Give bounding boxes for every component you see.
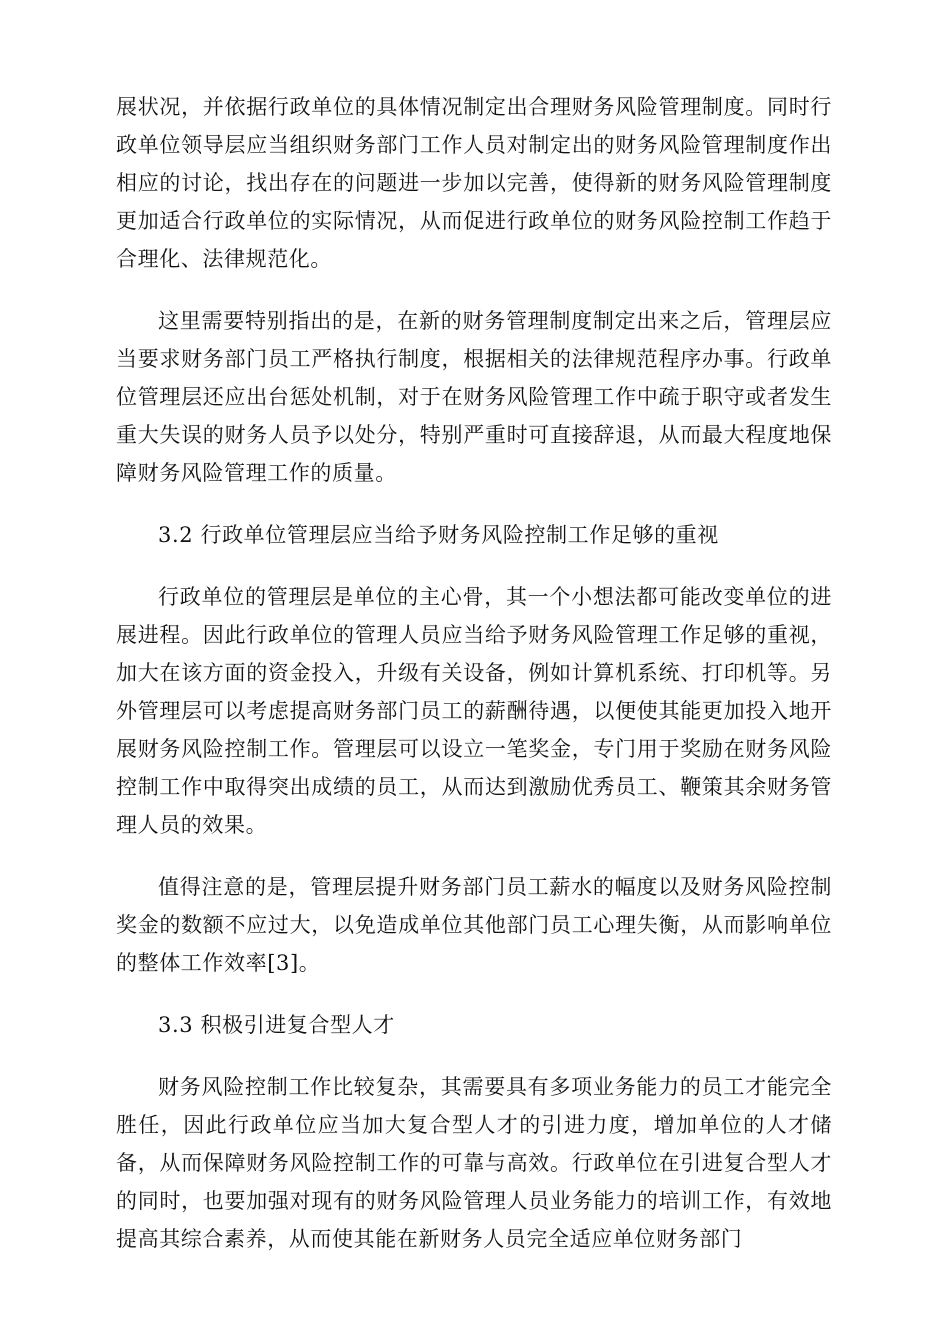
paragraph-talent-introduction: 财务风险控制工作比较复杂，其需要具有多项业务能力的员工才能完全胜任，因此行政单位应当加大复合型人才的引进力度，增加单位的人才储备，从而保障财务风险控制工作的可靠与高效。行政单位在引进复合型人才的同时，也要加强对现有的财务风险管理人员业务能力的培训工作，有效地提高其综合素养，从而使其能在新财务人员完全适应单位财务部门 (116, 1075, 832, 1251)
paragraph-management-attention: 行政单位的管理层是单位的主心骨，其一个小想法都可能改变单位的进展进程。因此行政单位的管理人员应当给予财务风险管理工作足够的重视，加大在该方面的资金投入，升级有关设备，例如计算机系统、打印机等。另外管理层可以考虑提高财务部门员工的薪酬待遇，以便使其能更加投入地开展财务风险控制工作。管理层可以设立一笔奖金，专门用于奖励在财务风险控制工作中取得突出成绩的员工，从而达到激励优秀员工、鞭策其余财务管理人员的效果。 (116, 585, 832, 837)
document-page (116, 88, 832, 1282)
paragraph-continuation: 展状况，并依据行政单位的具体情况制定出合理财务风险管理制度。同时行政单位领导层应当组织财务部门工作人员对制定出的财务风险管理制度作出相应的讨论，找出存在的问题进一步加以完善，使得新的财务风险管理制度更加适合行政单位的实际情况，从而促进行政单位的财务风险控制工作趋于合理化、法律规范化。 (116, 95, 832, 271)
section-heading-3-3: 3.3 积极引进复合型人才 (158, 1013, 395, 1037)
paragraph-salary-note: 值得注意的是，管理层提升财务部门员工薪水的幅度以及财务风险控制奖金的数额不应过大，以免造成单位其他部门员工心理失衡，从而影响单位的整体工作效率[3]。 (116, 875, 832, 975)
section-heading-3-2: 3.2 行政单位管理层应当给予财务风险控制工作足够的重视 (158, 523, 719, 547)
paragraph-management-enforcement: 这里需要特别指出的是，在新的财务管理制度制定出来之后，管理层应当要求财务部门员工严格执行制度，根据相关的法律规范程序办事。行政单位管理层还应出台惩处机制，对于在财务风险管理工作中疏于职守或者发生重大失误的财务人员予以处分，特别严重时可直接辞退，从而最大程度地保障财务风险管理工作的质量。 (116, 309, 832, 485)
